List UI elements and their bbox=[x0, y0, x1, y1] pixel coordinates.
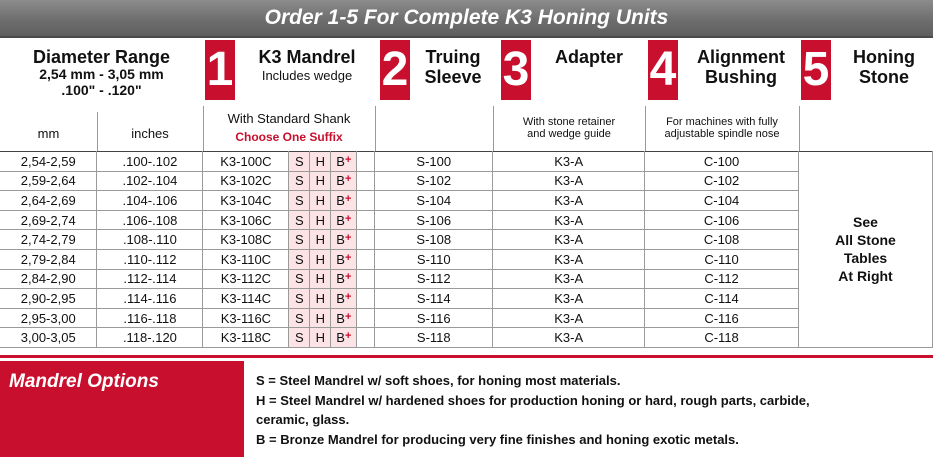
spacer-cell bbox=[357, 171, 375, 191]
sleeve-part-cell: S-108 bbox=[375, 230, 493, 250]
mandrel-options-text bbox=[256, 371, 926, 449]
adapter-part-cell: K3-A bbox=[493, 152, 645, 172]
spacer-cell bbox=[357, 152, 375, 172]
spacer-cell bbox=[357, 230, 375, 250]
table-row bbox=[0, 191, 933, 211]
bushing-part-cell: C-100 bbox=[645, 152, 799, 172]
suffix-s-cell: S bbox=[289, 230, 310, 250]
bushing-note-line1: For machines with fully bbox=[666, 116, 778, 128]
column-subheader-row bbox=[0, 106, 933, 151]
suffix-s-cell: S bbox=[289, 210, 310, 230]
suffix-s-cell: S bbox=[289, 152, 310, 172]
sleeve-header bbox=[375, 38, 493, 106]
suffix-h-cell: H bbox=[310, 230, 331, 250]
mandrel-options-label: Mandrel Options bbox=[0, 361, 244, 457]
bushing-part-cell: C-106 bbox=[645, 210, 799, 230]
suffix-h-cell: H bbox=[310, 152, 331, 172]
diameter-inch-range: .100" - .120" bbox=[61, 82, 142, 98]
inches-cell: .104-.106 bbox=[97, 191, 203, 211]
table-row bbox=[0, 210, 933, 230]
mm-cell: 2,90-2,95 bbox=[0, 289, 97, 309]
sleeve-part-cell: S-110 bbox=[375, 249, 493, 269]
suffix-h-cell: H bbox=[310, 269, 331, 289]
mm-cell: 2,69-2,74 bbox=[0, 210, 97, 230]
bushing-part-cell: C-108 bbox=[645, 230, 799, 250]
sleeve-part-cell: S-116 bbox=[375, 308, 493, 328]
suffix-s-cell: S bbox=[289, 289, 310, 309]
suffix-plus-mark: + bbox=[344, 232, 352, 245]
bushing-part-cell: C-102 bbox=[645, 171, 799, 191]
adapter-part-cell: K3-A bbox=[493, 249, 645, 269]
stone-note-line: All Stone bbox=[835, 232, 896, 249]
mandrel-part-cell: K3-114C bbox=[203, 289, 289, 309]
bushing-header bbox=[645, 38, 799, 106]
suffix-s-cell: S bbox=[289, 249, 310, 269]
adapter-part-cell: K3-A bbox=[493, 171, 645, 191]
mandrel-part-cell: K3-112C bbox=[203, 269, 289, 289]
suffix-b-cell bbox=[331, 269, 357, 289]
inches-cell: .100-.102 bbox=[97, 152, 203, 172]
suffix-h-cell: H bbox=[310, 289, 331, 309]
suffix-b-letter: B bbox=[336, 271, 345, 287]
suffix-plus-mark: + bbox=[344, 153, 352, 166]
suffix-b-letter: B bbox=[336, 330, 345, 346]
suffix-b-letter: B bbox=[336, 212, 345, 228]
mandrel-part-cell: K3-108C bbox=[203, 230, 289, 250]
choose-suffix-label: Choose One Suffix bbox=[235, 130, 343, 144]
suffix-plus-mark: + bbox=[344, 192, 352, 205]
suffix-b-cell bbox=[331, 210, 357, 230]
bushing-part-cell: C-114 bbox=[645, 289, 799, 309]
suffix-b-letter: B bbox=[336, 232, 345, 248]
adapter-part-cell: K3-A bbox=[493, 328, 645, 348]
table-row bbox=[0, 289, 933, 309]
suffix-h-cell: H bbox=[310, 308, 331, 328]
adapter-note-line1: With stone retainer bbox=[522, 116, 616, 128]
stone-note-line: At Right bbox=[838, 268, 893, 285]
adapter-note-line2: and wedge guide bbox=[527, 128, 611, 140]
divider bbox=[203, 106, 204, 151]
suffix-plus-mark: + bbox=[344, 173, 352, 186]
option-h-text-line1: H = Steel Mandrel w/ hardened shoes for production honing or hard, rough parts, carbide, bbox=[256, 392, 810, 408]
table-row bbox=[0, 152, 933, 172]
mandrel-part-cell: K3-102C bbox=[203, 171, 289, 191]
option-s-text: S = Steel Mandrel w/ soft shoes, for honing most materials. bbox=[256, 373, 621, 388]
adapter-part-cell: K3-A bbox=[493, 191, 645, 211]
suffix-plus-mark: + bbox=[344, 212, 352, 225]
stone-note-line: Tables bbox=[843, 250, 888, 267]
suffix-plus-mark: + bbox=[344, 290, 352, 303]
inches-cell: .114-.116 bbox=[97, 289, 203, 309]
suffix-h-cell: H bbox=[310, 328, 331, 348]
suffix-b-cell bbox=[331, 328, 357, 348]
suffix-plus-mark: + bbox=[344, 310, 352, 323]
inches-cell: .110-.112 bbox=[97, 249, 203, 269]
suffix-b-letter: B bbox=[336, 290, 345, 306]
table-row bbox=[0, 171, 933, 191]
suffix-s-cell: S bbox=[289, 191, 310, 211]
sleeve-part-cell: S-100 bbox=[375, 152, 493, 172]
sleeve-part-cell: S-114 bbox=[375, 289, 493, 309]
bushing-part-cell: C-118 bbox=[645, 328, 799, 348]
bushing-title-line1: Alignment bbox=[697, 47, 785, 67]
stone-title-line2: Stone bbox=[858, 67, 909, 87]
mm-cell: 2,54-2,59 bbox=[0, 152, 97, 172]
inches-cell: .106-.108 bbox=[97, 210, 203, 230]
inches-cell: .116-.118 bbox=[97, 308, 203, 328]
sleeve-title-line1: Truing bbox=[425, 47, 481, 67]
inches-cell: .102-.104 bbox=[97, 171, 203, 191]
suffix-b-cell bbox=[331, 249, 357, 269]
spacer-cell bbox=[357, 210, 375, 230]
mm-cell: 2,79-2,84 bbox=[0, 249, 97, 269]
mandrel-title: K3 Mandrel bbox=[258, 47, 356, 67]
mm-cell: 2,84-2,90 bbox=[0, 269, 97, 289]
sleeve-title-line2: Sleeve bbox=[424, 67, 482, 87]
mm-cell: 2,64-2,69 bbox=[0, 191, 97, 211]
suffix-b-letter: B bbox=[336, 310, 345, 326]
step-4-badge: 4 bbox=[648, 40, 678, 100]
bushing-part-cell: C-116 bbox=[645, 308, 799, 328]
bushing-part-cell: C-104 bbox=[645, 191, 799, 211]
spacer-cell bbox=[357, 289, 375, 309]
table-row bbox=[0, 269, 933, 289]
step-1-badge: 1 bbox=[205, 40, 235, 100]
spacer-cell bbox=[357, 308, 375, 328]
part-number-table bbox=[0, 151, 933, 348]
suffix-h-cell: H bbox=[310, 210, 331, 230]
suffix-plus-mark: + bbox=[344, 271, 352, 284]
suffix-b-letter: B bbox=[336, 153, 345, 169]
suffix-b-letter: B bbox=[336, 251, 345, 267]
table-row bbox=[0, 328, 933, 348]
adapter-part-cell: K3-A bbox=[493, 308, 645, 328]
inches-cell: .112-.114 bbox=[97, 269, 203, 289]
mm-cell: 3,00-3,05 bbox=[0, 328, 97, 348]
suffix-b-letter: B bbox=[336, 192, 345, 208]
suffix-s-cell: S bbox=[289, 269, 310, 289]
table-row bbox=[0, 308, 933, 328]
stone-header bbox=[799, 38, 933, 106]
mandrel-part-cell: K3-118C bbox=[203, 328, 289, 348]
table-row bbox=[0, 249, 933, 269]
spacer-cell bbox=[357, 269, 375, 289]
suffix-h-cell: H bbox=[310, 191, 331, 211]
spacer-cell bbox=[357, 191, 375, 211]
sleeve-part-cell: S-102 bbox=[375, 171, 493, 191]
bushing-part-cell: C-110 bbox=[645, 249, 799, 269]
mandrel-subtitle: Includes wedge bbox=[261, 68, 353, 83]
divider bbox=[493, 106, 494, 151]
mandrel-part-cell: K3-100C bbox=[203, 152, 289, 172]
diameter-mm-range: 2,54 mm - 3,05 mm bbox=[39, 66, 164, 82]
option-h-text-line2: ceramic, glass. bbox=[256, 412, 350, 427]
suffix-b-cell bbox=[331, 191, 357, 211]
mandrel-header bbox=[203, 38, 375, 106]
mandrel-options-panel bbox=[0, 355, 933, 457]
step-3-badge: 3 bbox=[501, 40, 531, 100]
suffix-s-cell: S bbox=[289, 328, 310, 348]
adapter-part-cell: K3-A bbox=[493, 269, 645, 289]
mandrel-part-cell: K3-116C bbox=[203, 308, 289, 328]
table-row bbox=[0, 230, 933, 250]
suffix-s-cell: S bbox=[289, 308, 310, 328]
page-banner: Order 1-5 For Complete K3 Honing Units bbox=[0, 0, 933, 38]
mm-cell: 2,59-2,64 bbox=[0, 171, 97, 191]
option-b-text: B = Bronze Mandrel for producing very fine finishes and honing exotic metals. bbox=[256, 431, 739, 447]
stone-note-line: See bbox=[853, 214, 878, 231]
stone-title-line1: Honing bbox=[853, 47, 915, 67]
step-2-badge: 2 bbox=[380, 40, 410, 100]
diameter-title: Diameter Range bbox=[32, 47, 171, 67]
diameter-header bbox=[0, 38, 203, 106]
mm-cell: 2,95-3,00 bbox=[0, 308, 97, 328]
divider bbox=[799, 106, 800, 151]
suffix-b-cell bbox=[331, 230, 357, 250]
sleeve-part-cell: S-112 bbox=[375, 269, 493, 289]
divider bbox=[97, 112, 98, 151]
adapter-part-cell: K3-A bbox=[493, 210, 645, 230]
suffix-plus-mark: + bbox=[344, 330, 352, 343]
divider bbox=[645, 106, 646, 151]
mandrel-part-cell: K3-104C bbox=[203, 191, 289, 211]
standard-shank-label: With Standard Shank bbox=[227, 111, 351, 126]
sleeve-part-cell: S-106 bbox=[375, 210, 493, 230]
suffix-h-cell: H bbox=[310, 171, 331, 191]
stone-tables-note bbox=[799, 152, 933, 348]
adapter-part-cell: K3-A bbox=[493, 230, 645, 250]
spacer-cell bbox=[357, 249, 375, 269]
inches-cell: .108-.110 bbox=[97, 230, 203, 250]
bushing-part-cell: C-112 bbox=[645, 269, 799, 289]
adapter-title: Adapter bbox=[554, 47, 623, 67]
suffix-b-cell bbox=[331, 171, 357, 191]
step-5-badge: 5 bbox=[801, 40, 831, 100]
sleeve-part-cell: S-118 bbox=[375, 328, 493, 348]
bushing-title-line2: Bushing bbox=[705, 67, 777, 87]
suffix-h-cell: H bbox=[310, 249, 331, 269]
suffix-plus-mark: + bbox=[344, 251, 352, 264]
inches-column-label: inches bbox=[131, 126, 169, 141]
mm-cell: 2,74-2,79 bbox=[0, 230, 97, 250]
mm-column-label: mm bbox=[37, 126, 60, 141]
suffix-b-cell bbox=[331, 289, 357, 309]
inches-cell: .118-.120 bbox=[97, 328, 203, 348]
suffix-b-cell bbox=[331, 152, 357, 172]
bushing-note-line2: adjustable spindle nose bbox=[664, 128, 780, 140]
suffix-b-letter: B bbox=[336, 173, 345, 189]
suffix-s-cell: S bbox=[289, 171, 310, 191]
adapter-part-cell: K3-A bbox=[493, 289, 645, 309]
divider bbox=[375, 106, 376, 151]
column-header-row bbox=[0, 38, 933, 106]
suffix-b-cell bbox=[331, 308, 357, 328]
adapter-header bbox=[493, 38, 645, 106]
mandrel-part-cell: K3-110C bbox=[203, 249, 289, 269]
spacer-cell bbox=[357, 328, 375, 348]
mandrel-part-cell: K3-106C bbox=[203, 210, 289, 230]
sleeve-part-cell: S-104 bbox=[375, 191, 493, 211]
